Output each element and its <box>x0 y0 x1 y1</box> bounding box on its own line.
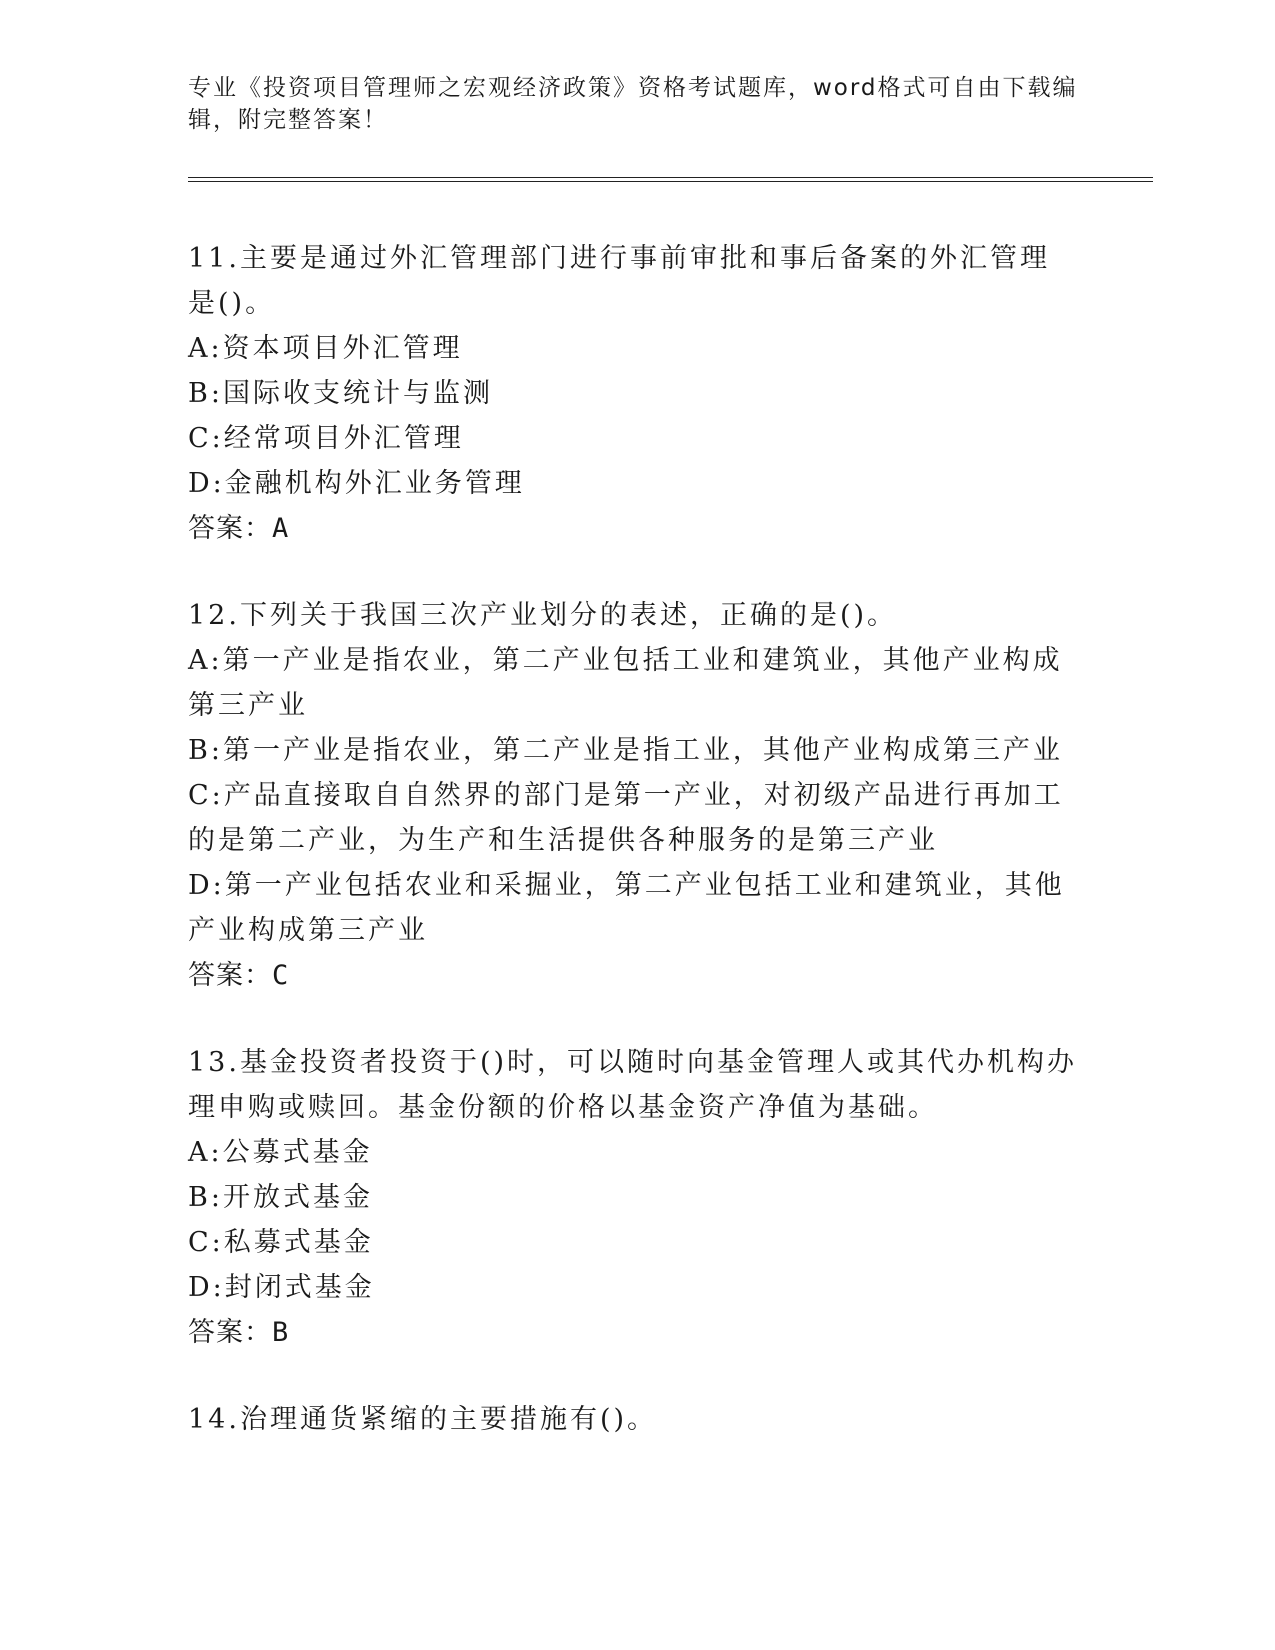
answer-line <box>188 953 1078 998</box>
option-b: B:国际收支统计与监测 <box>188 378 493 409</box>
answer-label: 答案： <box>188 513 272 544</box>
option-d: D:第一产业包括农业和采掘业，第二产业包括工业和建筑业，其他产业构成第三产业 <box>188 870 1065 946</box>
option-a: A:资本项目外汇管理 <box>188 333 463 364</box>
header-divider-bottom <box>188 181 1153 182</box>
answer-label: 答案： <box>188 960 272 991</box>
option-c: C:私募式基金 <box>188 1227 374 1258</box>
question-stem: 14.治理通货紧缩的主要措施有()。 <box>188 1404 658 1435</box>
option-c: C:经常项目外汇管理 <box>188 423 464 454</box>
option-b: B:第一产业是指农业，第二产业是指工业，其他产业构成第三产业 <box>188 735 1063 766</box>
question-stem: 13.基金投资者投资于()时，可以随时向基金管理人或其代办机构办理申购或赎回。基金份额的价格以基金资产净值为基础。 <box>188 1047 1078 1123</box>
answer-line <box>188 1310 1078 1355</box>
answer-value: A <box>272 513 289 544</box>
answer-value: C <box>272 960 289 991</box>
answer-label: 答案： <box>188 1317 272 1348</box>
option-a: A:第一产业是指农业，第二产业包括工业和建筑业，其他产业构成第三产业 <box>188 645 1063 721</box>
question-stem: 12.下列关于我国三次产业划分的表述，正确的是()。 <box>188 600 898 631</box>
option-b: B:开放式基金 <box>188 1182 373 1213</box>
question-12 <box>188 593 1078 998</box>
answer-line <box>188 506 1078 551</box>
option-d: D:封闭式基金 <box>188 1272 375 1303</box>
header-divider-top <box>188 177 1153 178</box>
question-stem: 11.主要是通过外汇管理部门进行事前审批和事后备案的外汇管理是()。 <box>188 243 1050 319</box>
question-14 <box>188 1397 1078 1442</box>
option-d: D:金融机构外汇业务管理 <box>188 468 525 499</box>
question-list <box>188 236 1078 1484</box>
question-11 <box>188 236 1078 551</box>
answer-value: B <box>272 1317 289 1348</box>
question-13 <box>188 1040 1078 1355</box>
option-c: C:产品直接取自自然界的部门是第一产业，对初级产品进行再加工的是第二产业，为生产和生活提供各种服务的是第三产业 <box>188 780 1064 856</box>
document-intro: 专业《投资项目管理师之宏观经济政策》资格考试题库，word格式可自由下载编辑，附完整答案！ <box>188 75 1078 133</box>
option-a: A:公募式基金 <box>188 1137 373 1168</box>
